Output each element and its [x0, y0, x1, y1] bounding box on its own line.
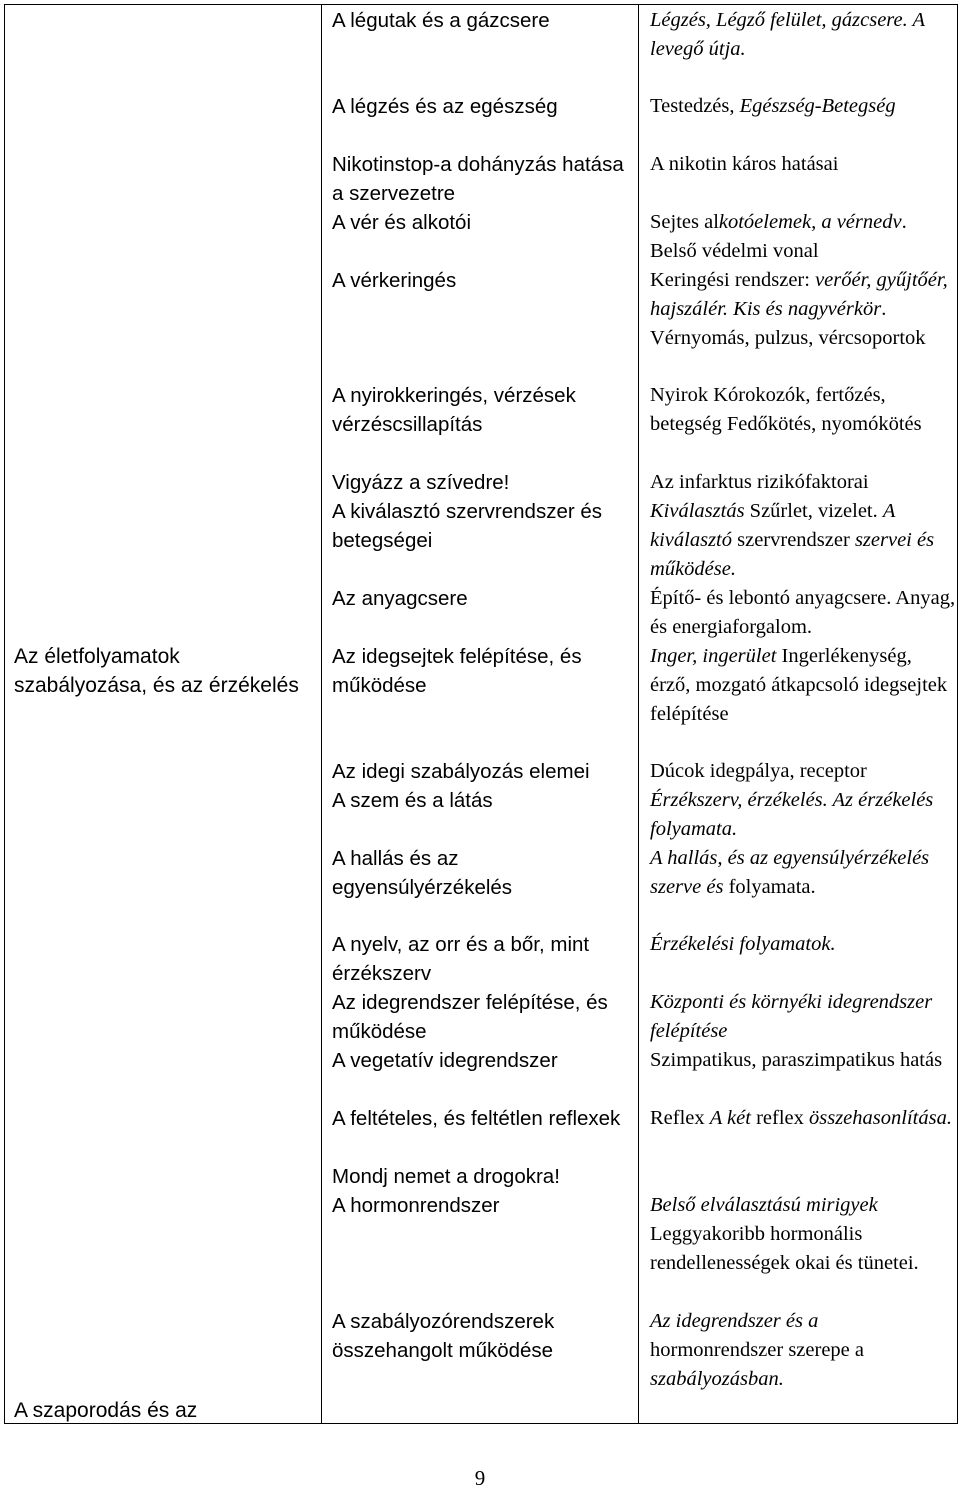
content-cell — [650, 468, 956, 497]
content-text: A nikotin káros hatásai — [650, 153, 839, 175]
content-text: A hallás, és az egyensúlyérzékelés szerve és — [650, 847, 930, 898]
content-text: Ingerlékenység, érző, mozgató átkapcsoló idegsejtek felépítése — [650, 645, 948, 725]
content-cell — [650, 6, 956, 64]
topic-cell: A nyelv, az orr és a bőr, mint érzékszerv — [332, 933, 590, 985]
content-text: A két — [709, 1107, 757, 1129]
content-text: hormonrendszer szerepe a — [650, 1339, 864, 1361]
content-text: Egészség-Betegség — [739, 95, 896, 117]
content-text: Építő- és lebontó anyagcsere. Anyag, és energiaforgalom. — [650, 587, 956, 638]
topic-cell: A szabályozórendszerek összehangolt működése — [332, 1310, 555, 1362]
content-text: Testedzés, — [650, 95, 740, 117]
topic-cell: Nikotinstop-a dohányzás hatása a szervezetre — [332, 153, 624, 205]
topic-cell: Az anyagcsere — [332, 587, 468, 610]
content-cell — [650, 584, 956, 642]
content-text: reflex — [756, 1107, 809, 1129]
content-text: . Belső védelmi vonal — [650, 211, 907, 262]
content-text: Leggyakoribb hormonális rendellenességek okai és tünetei. — [650, 1223, 919, 1274]
content-cell — [650, 757, 956, 786]
content-text: Inger, ingerület — [650, 645, 777, 667]
column-divider-2 — [638, 4, 639, 1424]
content-text: . Vérnyomás, pulzus, vércsoportok — [650, 298, 926, 349]
content-cell — [650, 1191, 956, 1278]
content-text: összehasonlítása. — [809, 1107, 952, 1129]
next-section-title: A szaporodás és az — [14, 1399, 198, 1422]
content-text: Érzékelési folyamatok. — [650, 933, 836, 955]
content-cell — [650, 1307, 956, 1394]
content-text: Szimpatikus, paraszimpatikus hatás — [650, 1049, 943, 1071]
topic-cell: A vérkeringés — [332, 269, 457, 292]
topic-cell: Az idegsejtek felépítése, és működése — [332, 645, 582, 697]
content-cell — [650, 642, 956, 729]
section-title: Az életfolyamatok szabályozása, és az érzékelés — [14, 645, 299, 697]
content-cell — [650, 92, 956, 121]
topic-cell: A vér és alkotói — [332, 211, 472, 234]
content-text: Érzékszerv, érzékelés. Az érzékelés folyamata. — [650, 789, 934, 840]
topic-cell: A nyirokkeringés, vérzések vérzéscsillapítás — [332, 384, 576, 436]
content-cell — [650, 1046, 956, 1075]
topic-cell: A légutak és a gázcsere — [332, 9, 550, 32]
topic-cell: A feltételes, és feltétlen reflexek — [332, 1107, 621, 1130]
content-text: kotóelemek, a vérnedv — [718, 211, 902, 233]
content-text: Az idegrendszer és a — [650, 1310, 819, 1332]
topic-cell: Mondj nemet a drogokra! — [332, 1165, 560, 1188]
topic-cell: Az idegrendszer felépítése, és működése — [332, 991, 608, 1043]
content-text: szabályozásban. — [650, 1368, 784, 1390]
content-text: szervrendszer — [737, 529, 855, 551]
content-cell — [650, 497, 956, 584]
topic-cell: A hormonrendszer — [332, 1194, 500, 1217]
content-text: A kiválasztó — [650, 500, 896, 551]
content-text: Nyirok Kórokozók, fertőzés, betegség Fedőkötés, nyomókötés — [650, 384, 922, 435]
content-text: Belső elválasztású mirigyek — [650, 1194, 878, 1216]
column-divider-1 — [321, 4, 322, 1424]
content-cell — [650, 381, 956, 439]
topic-cell: A hallás és az egyensúlyérzékelés — [332, 847, 513, 899]
content-cell — [650, 930, 956, 959]
topic-cell: A vegetatív idegrendszer — [332, 1049, 558, 1072]
content-cell — [650, 150, 956, 179]
topic-cell: Vigyázz a szívedre! — [332, 471, 510, 494]
content-text: Dúcok idegpálya, receptor — [650, 760, 867, 782]
topic-cell: A légzés és az egészség — [332, 95, 558, 118]
content-text: szervei és működése. — [650, 529, 935, 580]
topic-cell: A kiválasztó szervrendszer és betegségei — [332, 500, 603, 552]
content-cell — [650, 266, 956, 353]
content-cell — [650, 844, 956, 902]
page-number: 9 — [474, 1466, 486, 1490]
content-text: folyamata. — [728, 876, 816, 898]
content-text: Keringési rendszer: — [650, 269, 816, 291]
content-cell — [650, 988, 956, 1046]
topic-cell: Az idegi szabályozás elemei — [332, 760, 590, 783]
content-text: Sejtes al — [650, 211, 719, 233]
content-text: Központi és környéki idegrendszer felépítése — [650, 991, 933, 1042]
topic-cell: A szem és a látás — [332, 789, 493, 812]
content-text: Reflex — [650, 1107, 710, 1129]
content-text: Szűrlet, vizelet. — [749, 500, 883, 522]
content-cell — [650, 208, 956, 266]
content-text: Légzés, Légző felület, gázcsere. A levegő útja. — [650, 9, 925, 60]
content-text: verőér, gyűjtőér, hajszálér. Kis és nagyvérkör — [650, 269, 948, 320]
content-text: Az infarktus rizikófaktorai — [650, 471, 869, 493]
content-text: Kiválasztás — [650, 500, 750, 522]
content-cell — [650, 786, 956, 844]
content-cell — [650, 1104, 956, 1133]
